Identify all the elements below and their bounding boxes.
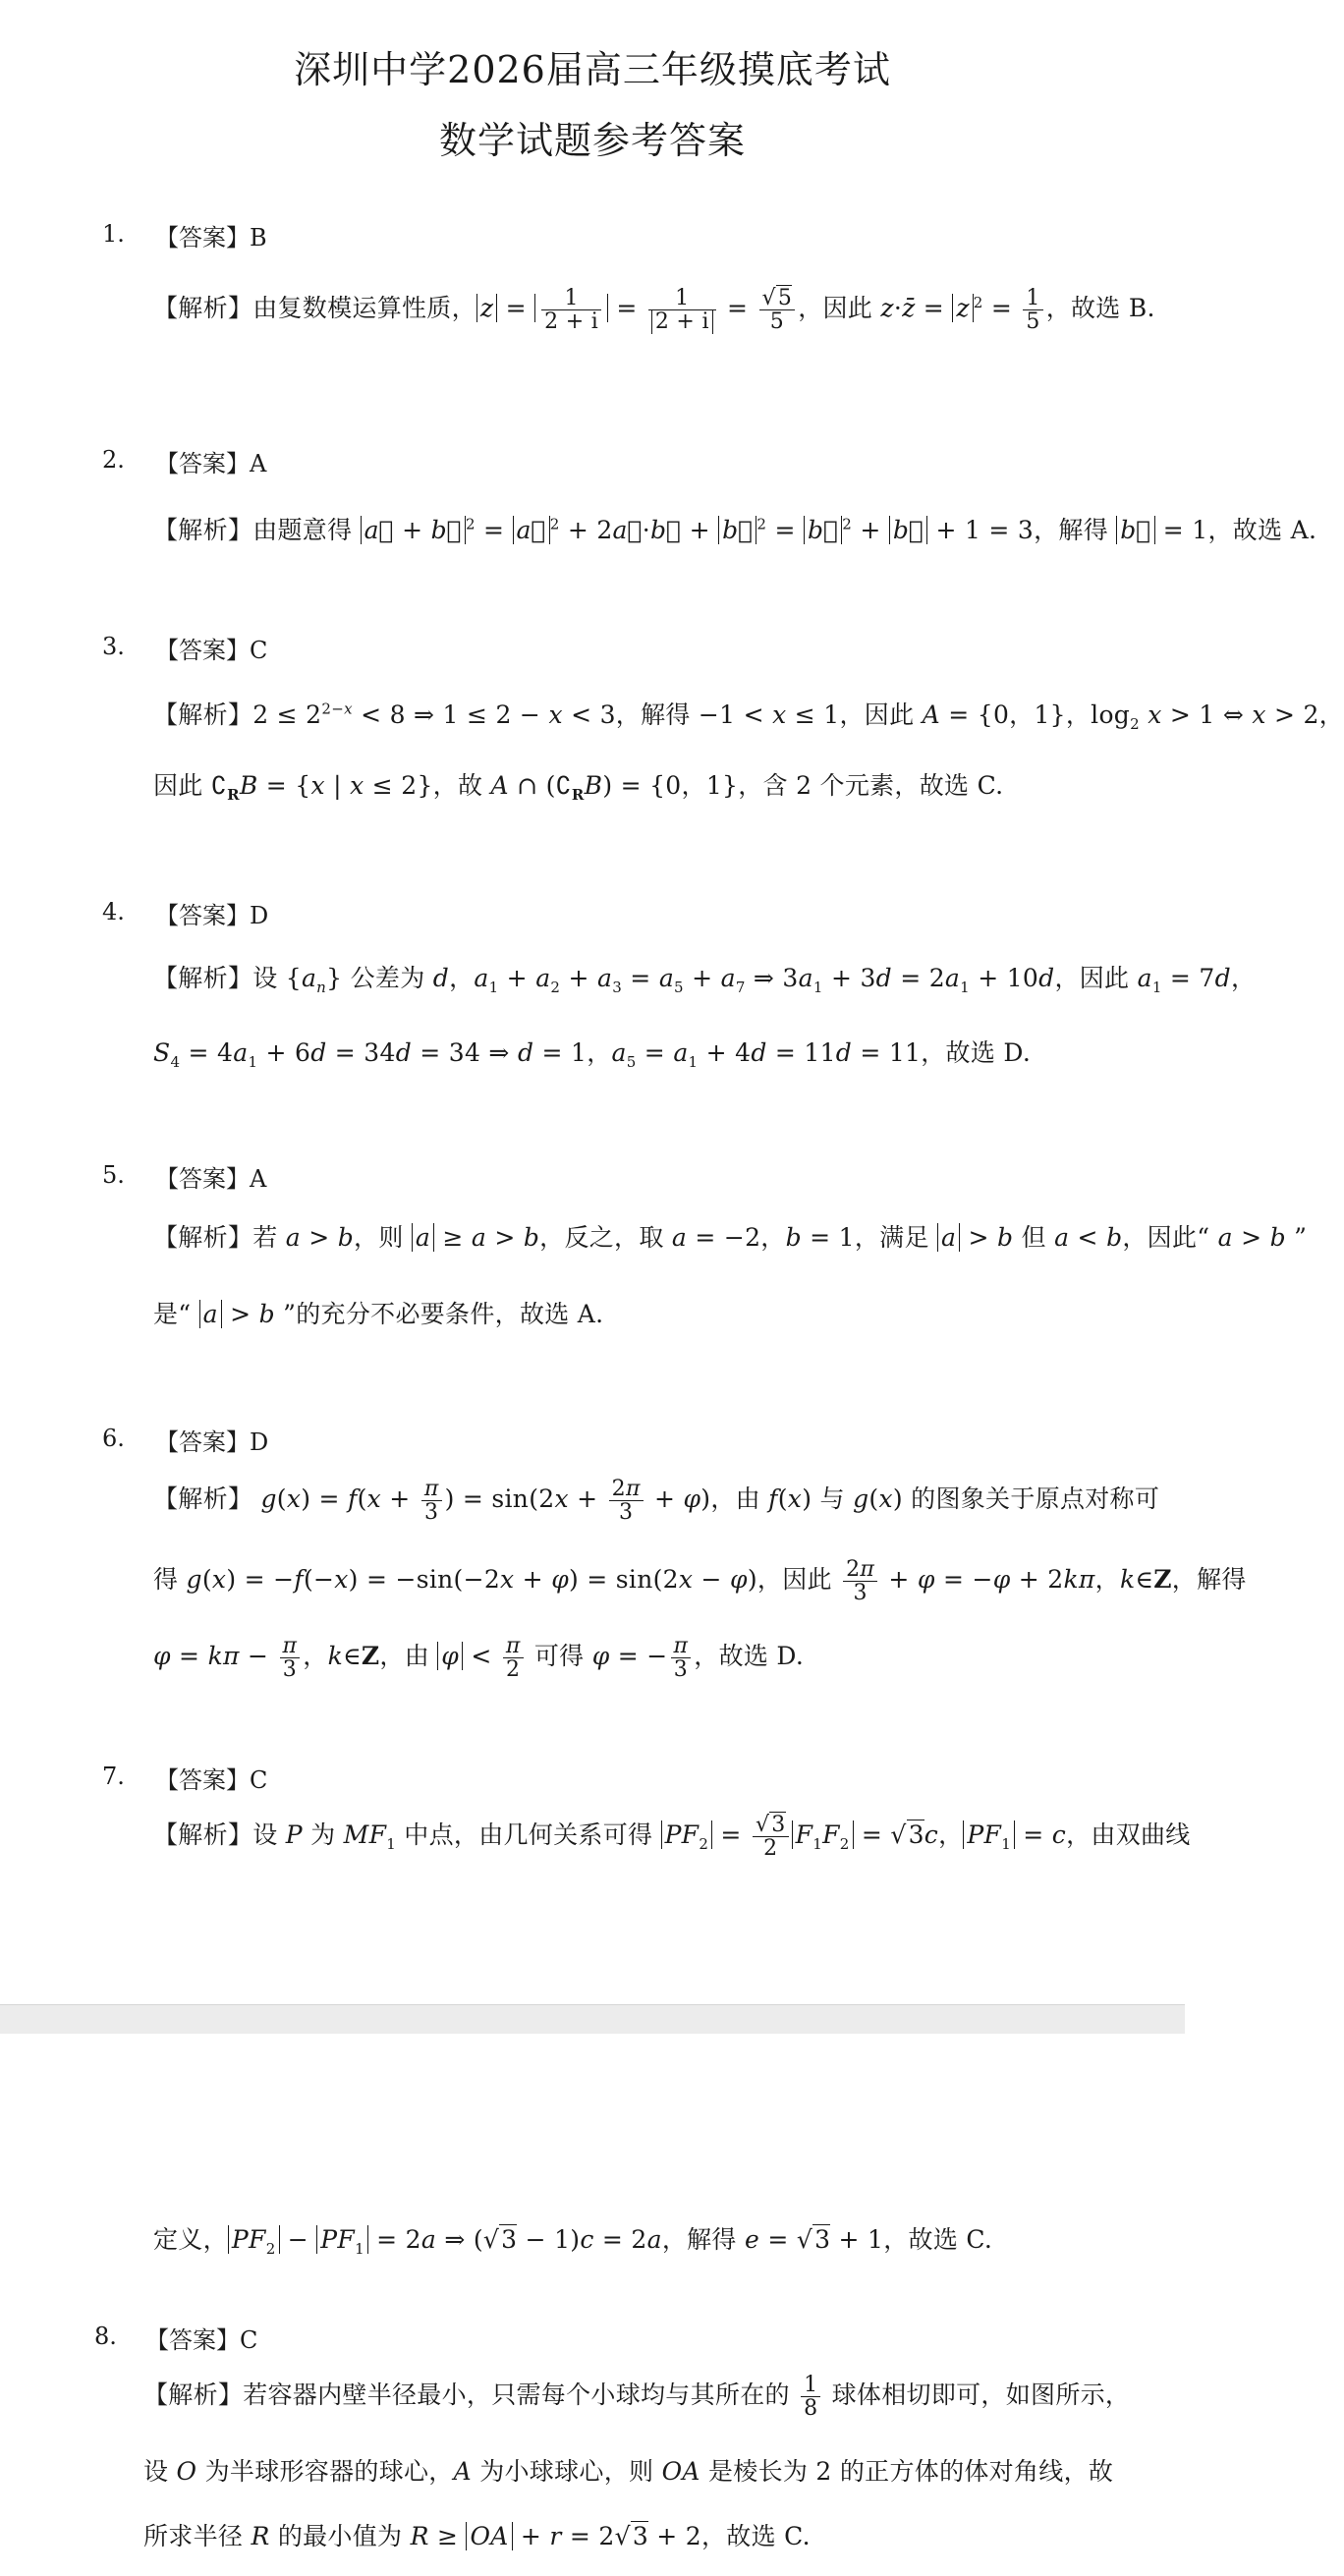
answer-4: 【答案】D bbox=[155, 902, 269, 929]
explanation-7-line-1: 【解析】设 P 为 $MF_1$ 中点，由几何关系可得 $PF_2$ = $\frac{√3}{2}$ $F_1F_2 = √3c$， $PF_1 = c$，由双曲线 bbox=[153, 1813, 1191, 1862]
question-number-2: 2. bbox=[102, 446, 125, 474]
answer-page-2 bbox=[0, 2034, 1185, 2576]
question-number-7: 7. bbox=[102, 1763, 125, 1790]
answer-3: 【答案】C bbox=[155, 637, 268, 664]
exam-subtitle: 数学试题参考答案 bbox=[438, 119, 746, 162]
explanation-3-line-2: 因此 $∁_RB = \{x$ | x ≤ 2}，故 A ∩ $(∁_RB) = \{0$，1}，含 2 个元素，故选 C. bbox=[153, 771, 1004, 804]
question-number-6: 6. bbox=[102, 1425, 125, 1452]
explanation-2-line-1: 【解析】由题意得 a⃗ + b⃗ $^2$ = a⃗ $^2$ + 2a⃗·b⃗ + b⃗ $^2$ = b⃗ $^2$ + b⃗ + 1 = 3，解得 b⃗ = 1，故选 A. bbox=[153, 515, 1317, 544]
question-number-4: 4. bbox=[102, 898, 125, 925]
explanation-1-line-1: 【解析】由复数模运算性质， z = $\frac{1}{2 + i}$ = $\frac{1}{2 + i}$ = $\frac{√5}{5}$ ，因此 z·z̄ = z $^2$ = $\frac{1}{5}$ ，故选 B. bbox=[153, 286, 1155, 335]
explanation-7-line-2: 定义， $PF_2 - PF_1 = 2a$ ⇒ (√3 − 1)c = 2a，解得 e = √3 + 1，故选 C. bbox=[153, 2225, 993, 2258]
answer-7: 【答案】C bbox=[155, 1766, 268, 1794]
question-number-5: 5. bbox=[102, 1161, 125, 1189]
answer-1: 【答案】B bbox=[155, 224, 267, 252]
question-number-8: 8. bbox=[94, 2323, 117, 2350]
explanation-5-line-1: 【解析】若 a > b，则 a ≥ a > b，反之，取 a = −2，b = 1，满足 a > b 但 a < b，因此“ a > b ” bbox=[153, 1223, 1308, 1252]
explanation-5-line-2: 是“ a > b ”的充分不必要条件，故选 A. bbox=[153, 1300, 604, 1328]
explanation-4-line-1: 【解析】设 $\{a_n\}$ 公差为 d，$a_1 + a_2 + a_3 = a_5 + a_7$ ⇒ $3a_1 + 3d = 2a_1 + 10d$，因此 $a_1 = 7d$， bbox=[153, 964, 1257, 996]
explanation-4-line-2: $S_4 = 4a_1 + 6d = 34d = 34$ ⇒ d = 1，$a_5 = a_1 + 4d = 11d = 11$，故选 D. bbox=[153, 1038, 1032, 1071]
answer-2: 【答案】A bbox=[155, 450, 267, 477]
explanation-8-line-3: 所求半径 R 的最小值为 R ≥ OA + r = 2√3 + 2，故选 C. bbox=[143, 2522, 811, 2550]
exam-title: 深圳中学2026届高三年级摸底考试 bbox=[294, 48, 891, 91]
explanation-6-line-1: 【解析】 g(x) = f(x + $\frac{\pi}{3}$ ) = sin(2x + $\frac{2\pi}{3}$ + φ)，由 f(x) 与 g(x) 的图象关于原点对称可 bbox=[153, 1477, 1160, 1526]
question-number-1: 1. bbox=[102, 220, 125, 248]
explanation-8-line-1: 【解析】若容器内壁半径最小，只需每个小球均与其所在的 $\frac{1}{8}$ 球体相切即可，如图所示， bbox=[143, 2373, 1131, 2422]
page-break-separator bbox=[0, 2004, 1185, 2036]
answer-6: 【答案】D bbox=[155, 1428, 269, 1456]
explanation-6-line-3: φ = kπ − $\frac{\pi}{3}$ ，k∈Z，由 φ < $\frac{\pi}{2}$ 可得 φ = − $\frac{\pi}{3}$ ，故选 D. bbox=[153, 1634, 805, 1683]
answer-8: 【答案】C bbox=[145, 2326, 258, 2354]
question-number-3: 3. bbox=[102, 633, 125, 660]
explanation-3-line-1: 【解析】$2 \le 2^{2-x} < 8$ ⇒ 1 ≤ 2 − x < 3，解得 −1 < x ≤ 1，因此 A = {0，1}，$\log_2 x > 1$ ⇔ x > 2， bbox=[153, 700, 1344, 733]
explanation-8-line-2: 设 O 为半球形容器的球心，A 为小球球心，则 OA 是棱长为 2 的正方体的体对角线，故 bbox=[143, 2457, 1114, 2486]
explanation-6-line-2: 得 g(x) = −f(−x) = −sin(−2x + φ) = sin(2x − φ)，因此 $\frac{2\pi}{3}$ + φ = −φ + 2kπ，k∈Z，解得 bbox=[153, 1557, 1247, 1606]
answer-5: 【答案】A bbox=[155, 1165, 267, 1193]
